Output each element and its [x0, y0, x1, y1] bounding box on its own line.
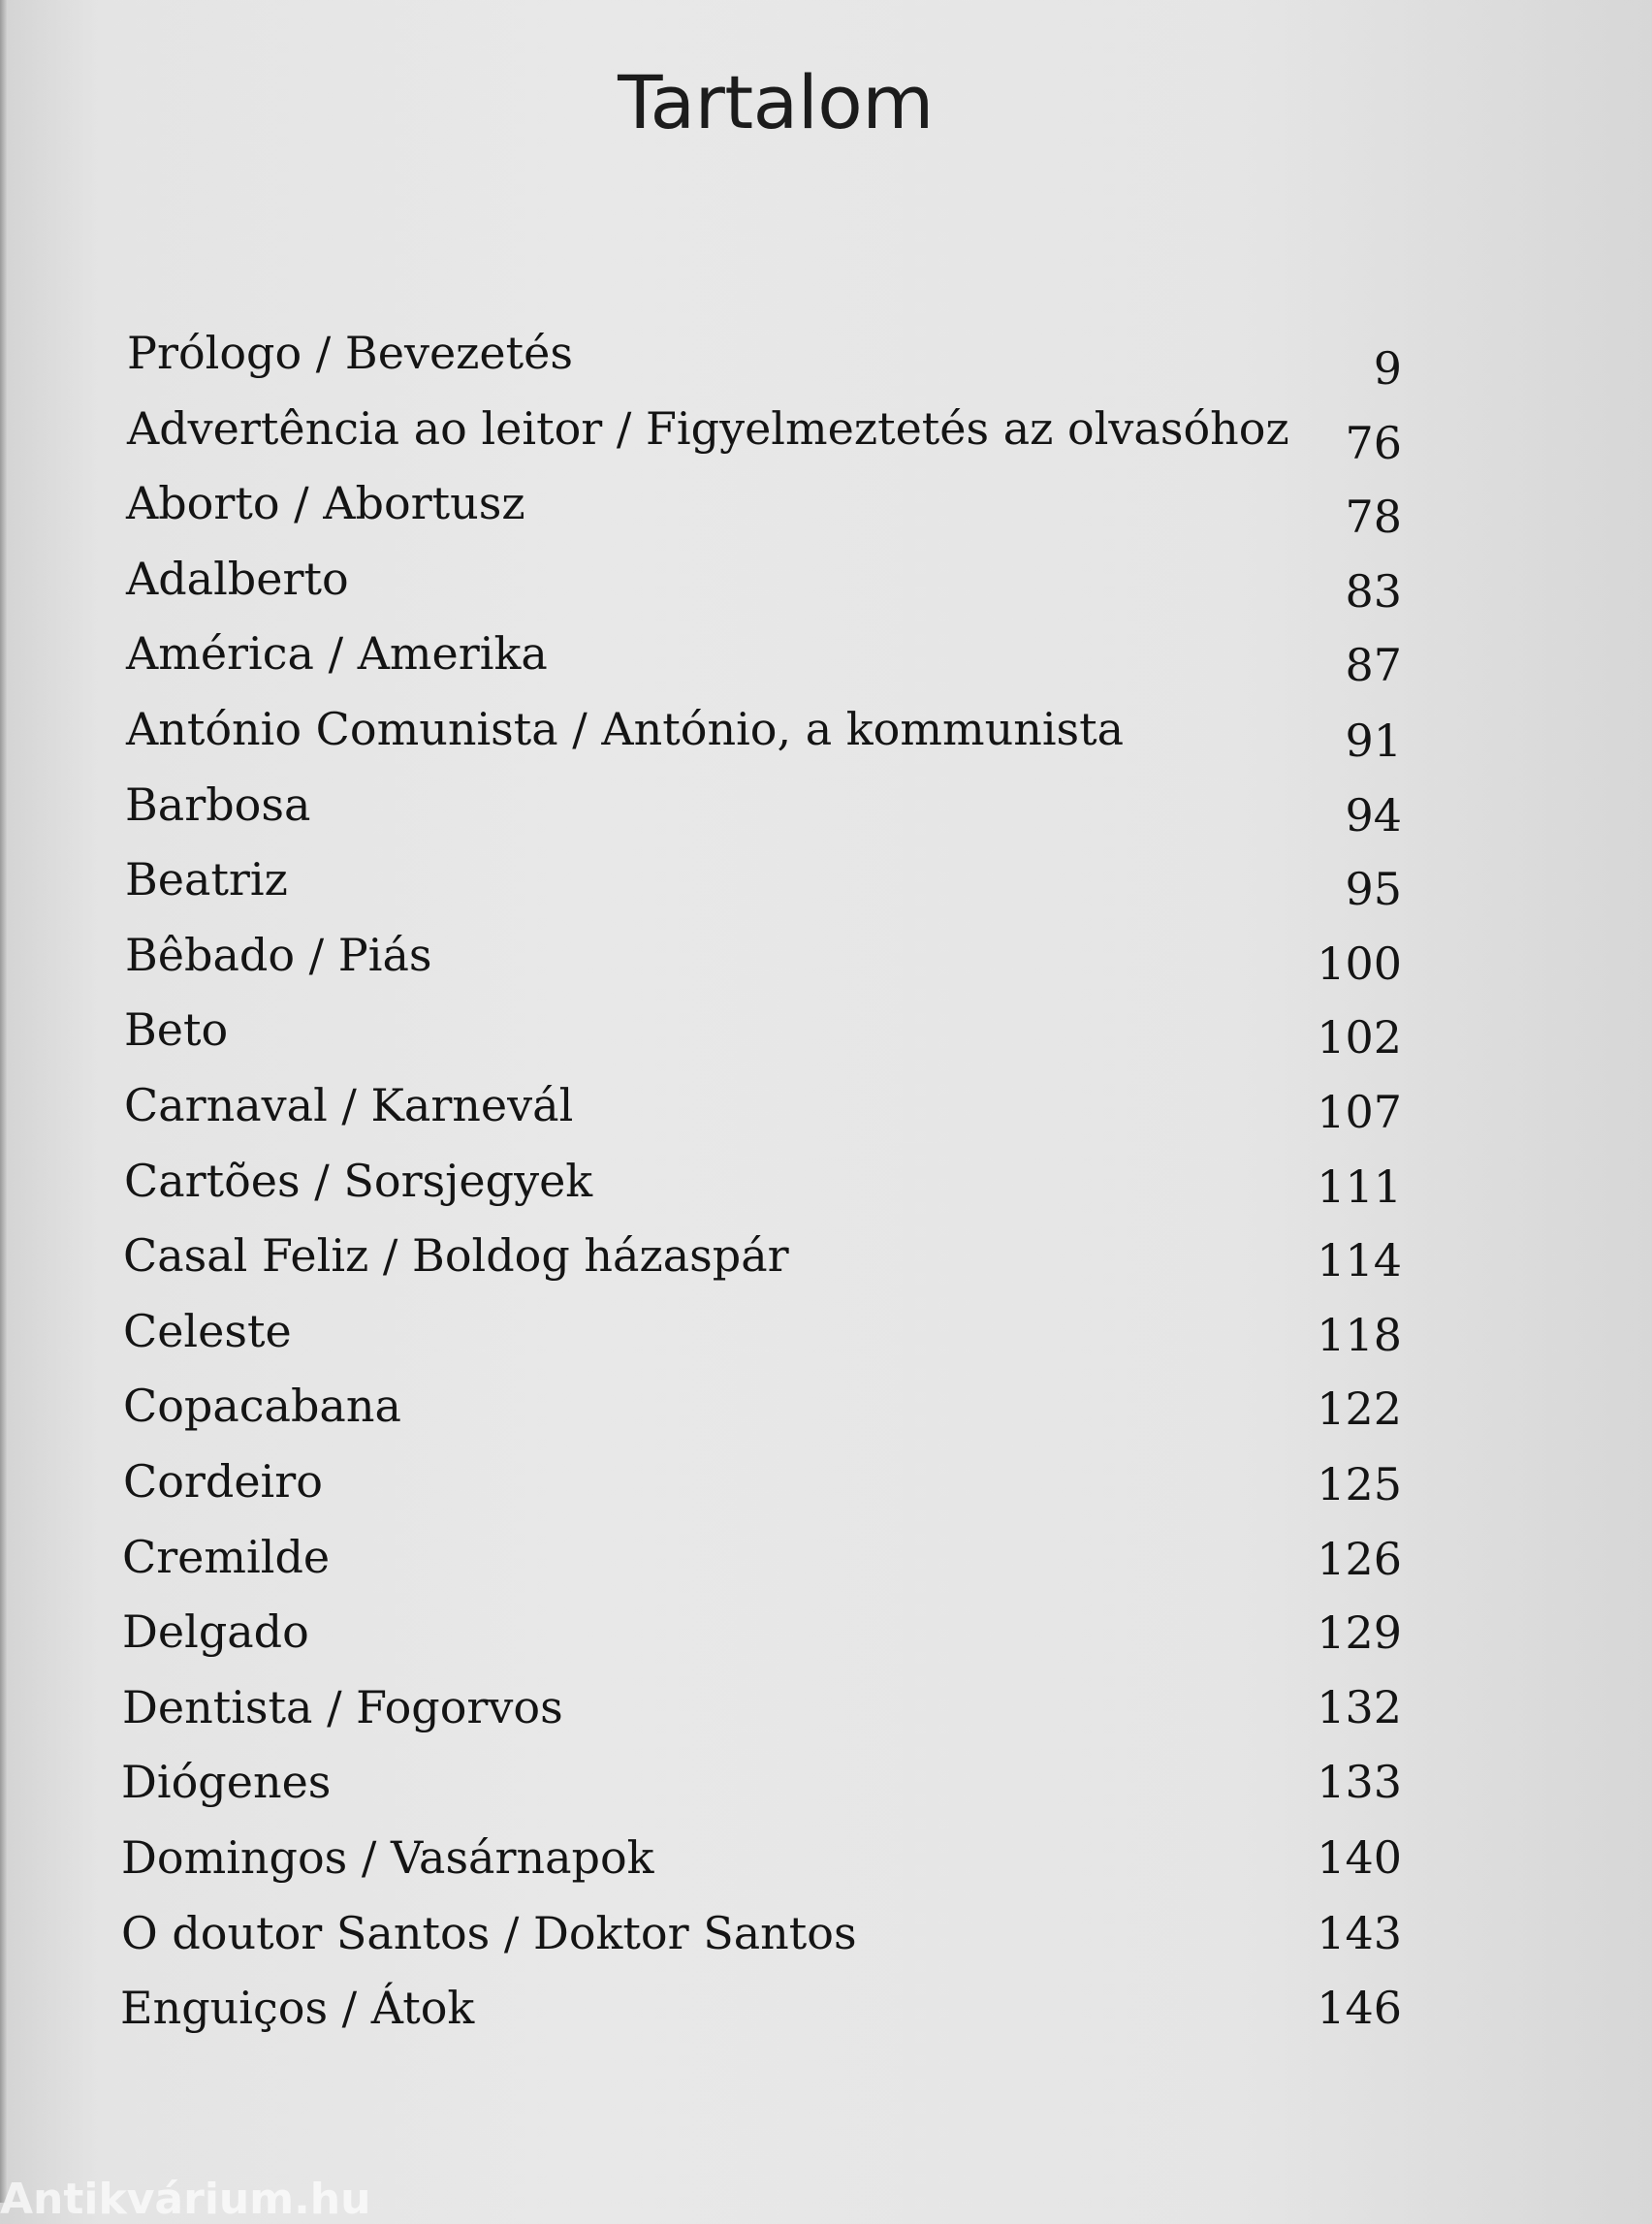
toc-entry-page: 125: [1317, 1458, 1402, 1510]
toc-entry: [0, 1982, 1652, 2057]
toc-entry: [0, 627, 1652, 703]
toc-entry: [0, 929, 1652, 1004]
toc-entry-page: 126: [1317, 1533, 1402, 1585]
toc-entry-title: Advertência ao leitor / Figyelmeztetés az olvasóhoz: [127, 402, 1289, 455]
toc-entry-title: América / Amerika: [126, 627, 548, 680]
toc-entry: [0, 1605, 1652, 1681]
toc-entry-title: Prólogo / Bevezetés: [127, 327, 573, 379]
toc-entry-page: 129: [1317, 1606, 1402, 1659]
toc-entry: [0, 553, 1652, 628]
toc-entry: [0, 402, 1652, 478]
toc-entry: [0, 1681, 1652, 1757]
toc-entry: [0, 1003, 1652, 1079]
toc-entry-title: Delgado: [122, 1605, 309, 1658]
toc-entry-page: 118: [1317, 1309, 1402, 1361]
toc-entry-title: Celeste: [123, 1305, 292, 1357]
toc-entry-page: 76: [1345, 417, 1402, 469]
toc-entry-title: Bêbado / Piás: [125, 929, 432, 981]
toc-entry-page: 143: [1317, 1907, 1402, 1959]
toc-entry: [0, 1155, 1652, 1230]
toc-entry-title: António Comunista / António, a kommunista: [126, 703, 1125, 755]
toc-entry-page: 87: [1345, 639, 1402, 691]
toc-entry-page: 83: [1345, 565, 1402, 618]
toc-entry-title: Diógenes: [121, 1756, 332, 1808]
toc-entry-title: Cartões / Sorsjegyek: [124, 1155, 593, 1207]
toc-entry-title: Domingos / Vasárnapok: [121, 1831, 654, 1884]
toc-entry-page: 102: [1317, 1011, 1402, 1064]
toc-entry-page: 132: [1317, 1681, 1402, 1733]
toc-entry: [0, 703, 1652, 778]
toc-entry-title: Beatriz: [125, 853, 288, 905]
toc-entry: [0, 778, 1652, 854]
toc-entry: [0, 1907, 1652, 1983]
toc-entry-title: Carnaval / Karnevál: [124, 1079, 574, 1131]
toc-entry: [0, 1831, 1652, 1907]
toc-entry-page: 140: [1317, 1831, 1402, 1884]
toc-entry-page: 146: [1317, 1982, 1402, 2034]
toc-entry: [0, 1305, 1652, 1381]
toc-entry-title: Aborto / Abortusz: [126, 477, 525, 529]
toc-entry: [0, 1380, 1652, 1455]
toc-entry-page: 114: [1317, 1234, 1402, 1287]
toc-entry-title: Adalberto: [126, 553, 349, 605]
toc-entry: [0, 327, 1652, 402]
toc-entry-page: 91: [1345, 715, 1402, 767]
toc-entry-title: Cordeiro: [123, 1455, 323, 1508]
toc-entry-page: 133: [1317, 1756, 1402, 1808]
toc-entry-page: 111: [1317, 1160, 1402, 1213]
toc-entry-title: Enguiços / Átok: [120, 1982, 475, 2034]
toc-entry-title: Beto: [124, 1003, 229, 1056]
page-title: Tartalom: [618, 58, 934, 145]
toc-entry-title: O doutor Santos / Doktor Santos: [121, 1907, 857, 1959]
toc-entry-page: 78: [1345, 491, 1402, 543]
toc-entry-title: Copacabana: [123, 1380, 401, 1432]
toc-entry: [0, 1455, 1652, 1531]
toc-entry-title: Cremilde: [122, 1531, 331, 1583]
toc-entry: [0, 1079, 1652, 1155]
toc-entry: [0, 1531, 1652, 1606]
toc-entry: [0, 853, 1652, 929]
toc-entry: [0, 477, 1652, 553]
toc-entry-page: 95: [1345, 863, 1402, 915]
toc-entry-title: Barbosa: [125, 778, 311, 831]
toc-entry-title: Casal Feliz / Boldog házaspár: [123, 1229, 789, 1282]
toc-entry-page: 94: [1345, 789, 1402, 842]
toc-entry-page: 122: [1317, 1382, 1402, 1435]
toc-entry: [0, 1229, 1652, 1305]
toc-entry: [0, 1756, 1652, 1831]
toc-entry-title: Dentista / Fogorvos: [122, 1681, 563, 1733]
watermark: Antikvárium.hu: [0, 2175, 371, 2224]
toc-entry-page: 100: [1317, 937, 1402, 990]
toc-entry-page: 107: [1317, 1086, 1402, 1138]
toc-entry-page: 9: [1373, 342, 1402, 395]
